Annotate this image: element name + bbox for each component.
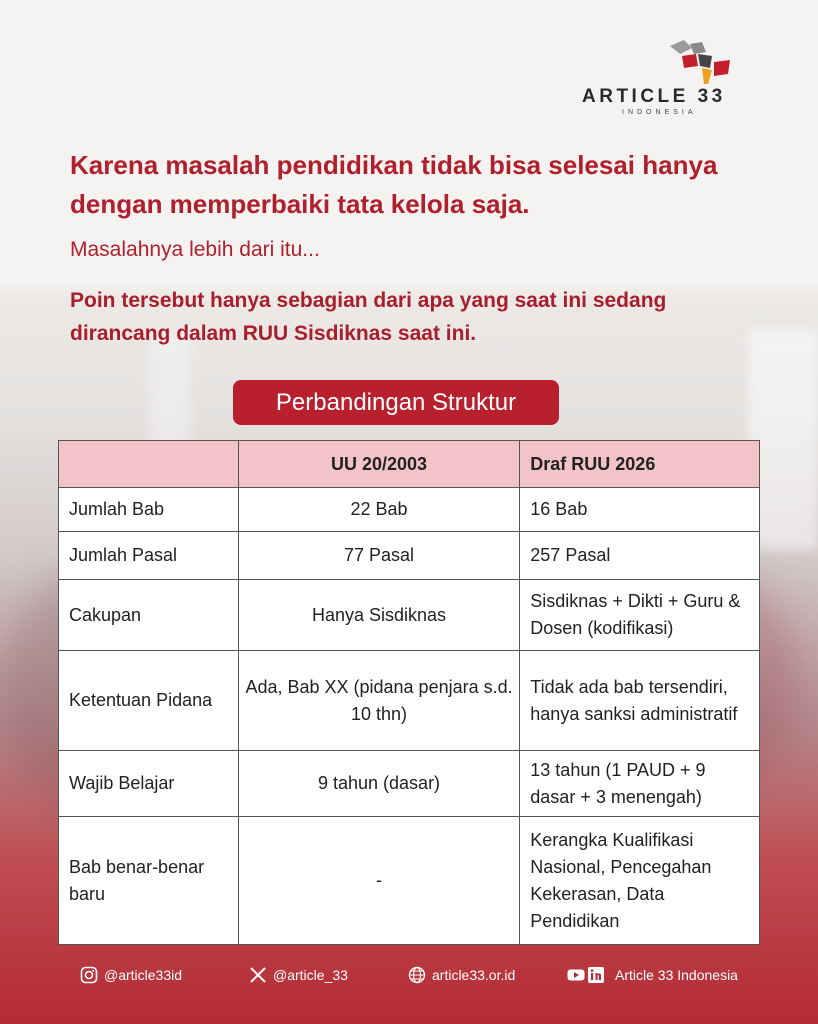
- table-header-cell: [59, 441, 239, 488]
- table-cell-label: Ketentuan Pidana: [59, 651, 239, 751]
- table-cell: 257 Pasal: [520, 532, 760, 580]
- table-cell-label: Jumlah Bab: [59, 488, 239, 532]
- article33-logo: [582, 40, 752, 120]
- table-cell-label: Bab benar-benar baru: [59, 817, 239, 945]
- x-icon: [249, 966, 267, 984]
- table-cell: 77 Pasal: [238, 532, 520, 580]
- footer: [0, 960, 818, 990]
- table-cell-label: Cakupan: [59, 580, 239, 651]
- footer-website[interactable]: [408, 960, 515, 990]
- table-cell: Hanya Sisdiknas: [238, 580, 520, 651]
- globe-icon: [408, 966, 426, 984]
- table-cell-label: Jumlah Pasal: [59, 532, 239, 580]
- table-header-row: [59, 441, 760, 488]
- table-row: [59, 580, 760, 651]
- point-text: Poin tersebut hanya sebagian dari apa yang saat ini sedang dirancang dalam RUU Sisdiknas saat ini.: [70, 289, 667, 345]
- table-header-cell: UU 20/2003: [238, 441, 520, 488]
- table-cell: -: [238, 817, 520, 945]
- table-row: [59, 817, 760, 945]
- footer-channels[interactable]: [567, 960, 738, 990]
- table-cell: Ada, Bab XX (pidana penjara s.d. 10 thn): [238, 651, 520, 751]
- table-cell: Sisdiknas + Dikti + Guru & Dosen (kodifikasi): [520, 580, 760, 651]
- table-row: [59, 488, 760, 532]
- channels-name: Article 33 Indonesia: [615, 967, 738, 983]
- table-row: [59, 751, 760, 817]
- table-row: [59, 651, 760, 751]
- comparison-table: [58, 440, 760, 945]
- table-cell-label: Wajib Belajar: [59, 751, 239, 817]
- table-cell: Tidak ada bab tersendiri, hanya sanksi administratif: [520, 651, 760, 751]
- table-cell: 22 Bab: [238, 488, 520, 532]
- subline: Masalahnya lebih dari itu...: [70, 238, 320, 261]
- x-handle: @article_33: [273, 967, 348, 983]
- footer-x[interactable]: [249, 960, 348, 990]
- table-cell: 13 tahun (1 PAUD + 9 dasar + 3 menengah): [520, 751, 760, 817]
- linkedin-icon: [587, 966, 605, 984]
- table-cell: 9 tahun (dasar): [238, 751, 520, 817]
- instagram-icon: [80, 966, 98, 984]
- section-title-badge: Perbandingan Struktur: [233, 380, 559, 425]
- instagram-handle: @article33id: [104, 967, 183, 983]
- logo-subtitle: INDONESIA: [622, 109, 697, 116]
- logo-mark-icon: [662, 40, 732, 85]
- youtube-icon: [567, 966, 585, 984]
- footer-instagram[interactable]: [80, 960, 182, 990]
- logo-name: ARTICLE 33: [582, 86, 726, 107]
- table-header-cell: Draf RUU 2026: [520, 441, 760, 488]
- table-cell: Kerangka Kualifikasi Nasional, Pencegahan Kekerasan, Data Pendidikan: [520, 817, 760, 945]
- table-cell: 16 Bab: [520, 488, 760, 532]
- website-url: article33.or.id: [432, 967, 516, 983]
- table-row: [59, 532, 760, 580]
- headline: Karena masalah pendidikan tidak bisa selesai hanya dengan memperbaiki tata kelola saja.: [70, 150, 718, 219]
